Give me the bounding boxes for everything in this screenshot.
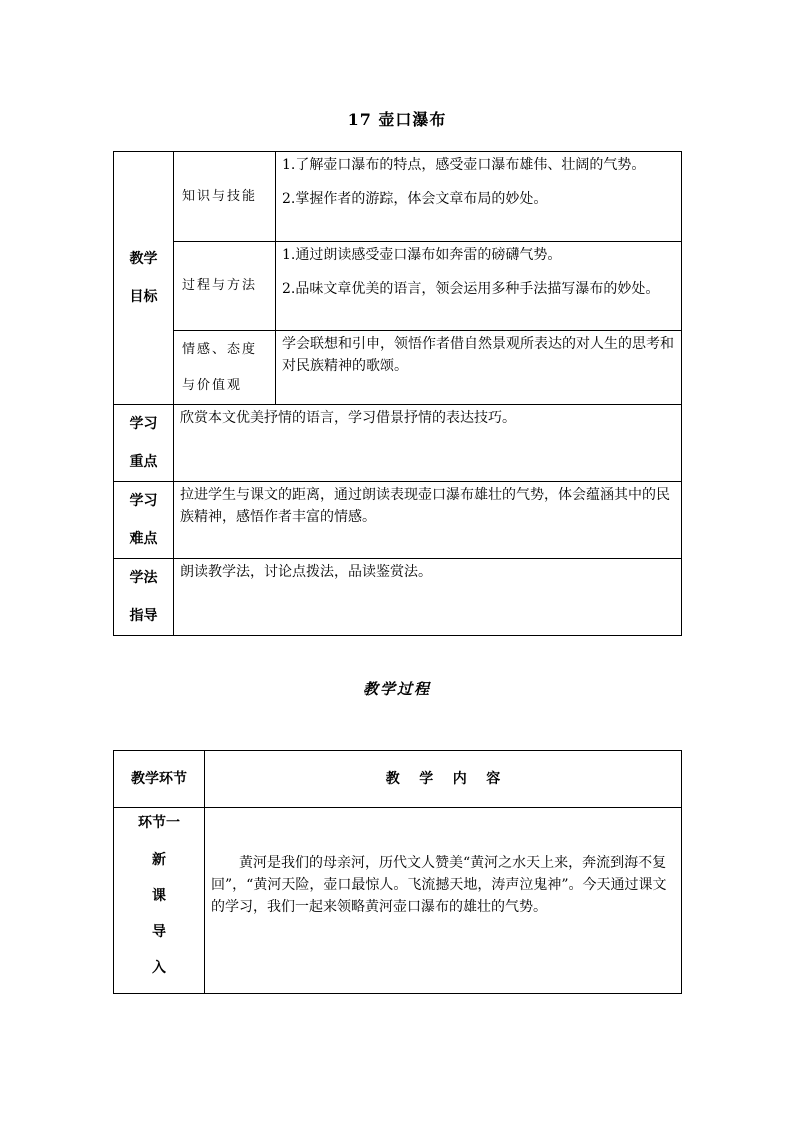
objective-item: 2.品味文章优美的语言，领会运用多种手法描写瀑布的妙处。 [282, 281, 660, 297]
objectives-table [113, 151, 682, 636]
process-method-label: 过程与方法 [174, 242, 276, 331]
attitude-values-content [276, 331, 682, 405]
knowledge-skills-content [276, 152, 682, 242]
stage-header: 教学环节 [114, 751, 205, 808]
objectives-label: 教学 目标 [114, 152, 174, 405]
focus-label: 学习 重点 [114, 405, 174, 482]
content-header: 教 学 内 容 [205, 751, 682, 808]
process-method-content [276, 242, 682, 331]
guide-content: 朗读教学法，讨论点拨法，品读鉴赏法。 [174, 559, 682, 636]
difficulty-label: 学习 难点 [114, 482, 174, 559]
focus-content: 欣赏本文优美抒情的语言，学习借景抒情的表达技巧。 [174, 405, 682, 482]
process-title: 教学过程 [362, 680, 431, 698]
attitude-values-label: 情感、态度 与价值观 [174, 331, 276, 405]
objective-item: 1.通过朗读感受壶口瀑布如奔雷的磅礴气势。 [282, 247, 562, 263]
difficulty-content: 拉进学生与课文的距离，通过朗读表现壶口瀑布雄壮的气势，体会蕴涵其中的民族精神，感悟作者丰富的情感。 [174, 482, 682, 559]
objective-item: 1.了解壶口瀑布的特点，感受壶口瀑布雄伟、壮阔的气势。 [282, 157, 646, 173]
knowledge-skills-label: 知识与技能 [174, 152, 276, 242]
guide-label: 学法 指导 [114, 559, 174, 636]
objective-item: 学会联想和引申，领悟作者借自然景观所表达的对人生的思考和对民族精神的歌颂。 [282, 336, 674, 374]
process-table [113, 750, 682, 994]
intro-paragraph: 黄河是我们的母亲河，历代文人赞美“黄河之水天上来，奔流到海不复回”，“黄河天险，壶口最惊人。飞流撼天地，涛声泣鬼神”。今天通过课文的学习，我们一起来领略黄河壶口瀑布的雄壮的气势。 [205, 808, 682, 994]
stage-label: 环节一 新 课 导 入 [114, 808, 205, 994]
page-title: 17 壶口瀑布 [347, 110, 447, 129]
objective-item: 2.掌握作者的游踪，体会文章布局的妙处。 [282, 191, 548, 207]
